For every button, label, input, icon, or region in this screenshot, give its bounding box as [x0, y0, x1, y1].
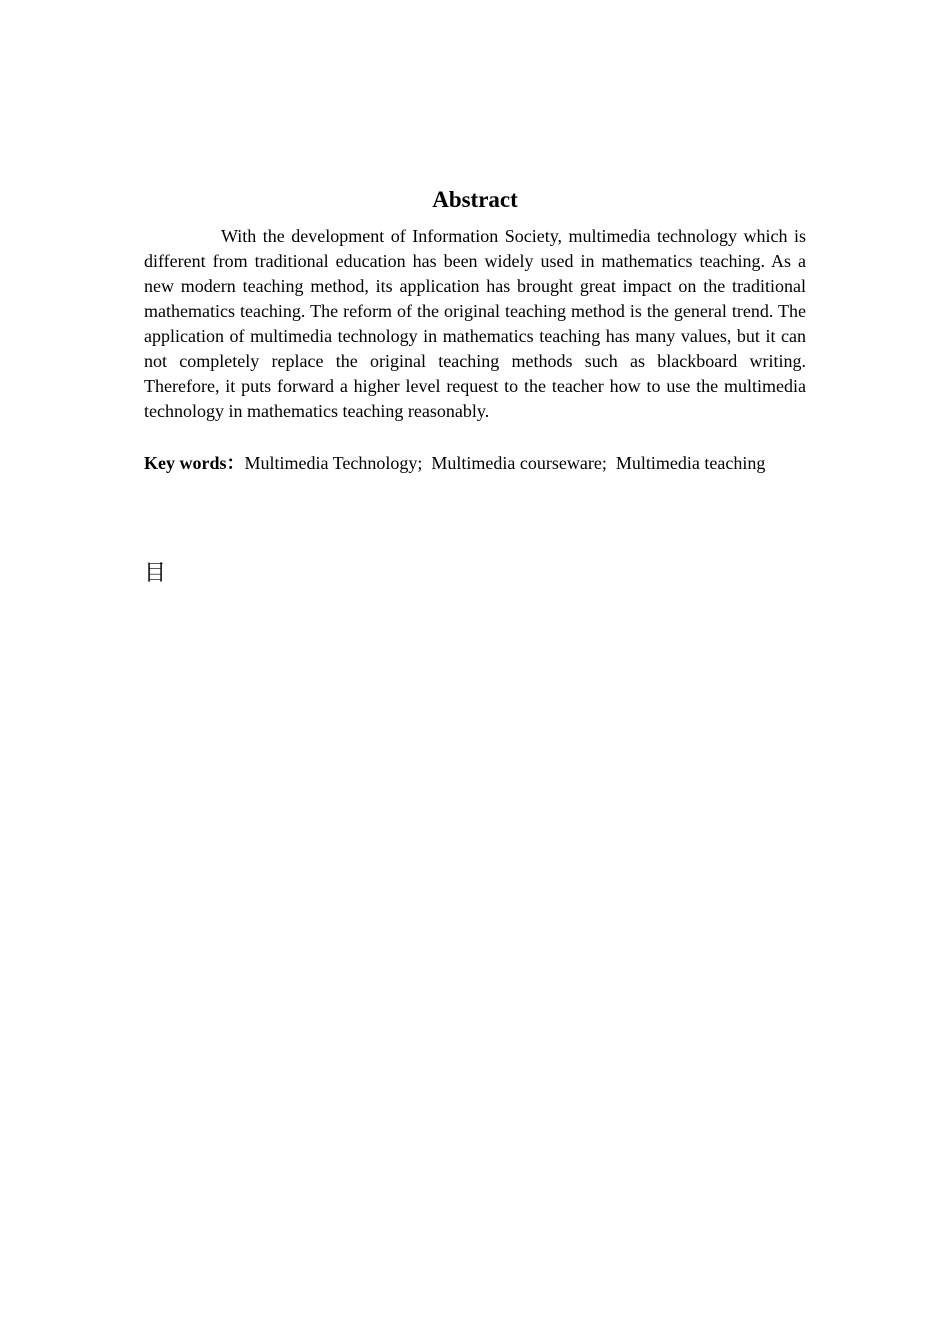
keyword-separator: ;	[601, 453, 616, 473]
abstract-title: Abstract	[432, 187, 518, 212]
keyword-item: Multimedia teaching	[615, 453, 766, 473]
keywords-label: Key words：	[144, 453, 245, 473]
keyword-separator: ;	[417, 453, 432, 473]
toc-heading-fragment: 目	[144, 561, 167, 586]
abstract-body: With the development of Information Society, multimedia technology which is different from traditional education has been widely used in mathematics teaching. As a new modern teaching method, its application has brought great impact on the traditional mathematics teaching. The reform of the original teaching method is the general trend. The application of multimedia technology in mathematics teaching has many values, but it can not completely replace the original teaching methods such as blackboard writing. Therefore, it puts forward a higher level request to the teacher how to use the multimedia technology in mathematics teaching reasonably.	[144, 226, 806, 421]
keyword-item: Multimedia Technology	[244, 453, 418, 473]
keyword-item: Multimedia courseware	[431, 453, 602, 473]
keywords-line	[144, 451, 821, 476]
abstract-section	[144, 184, 806, 476]
